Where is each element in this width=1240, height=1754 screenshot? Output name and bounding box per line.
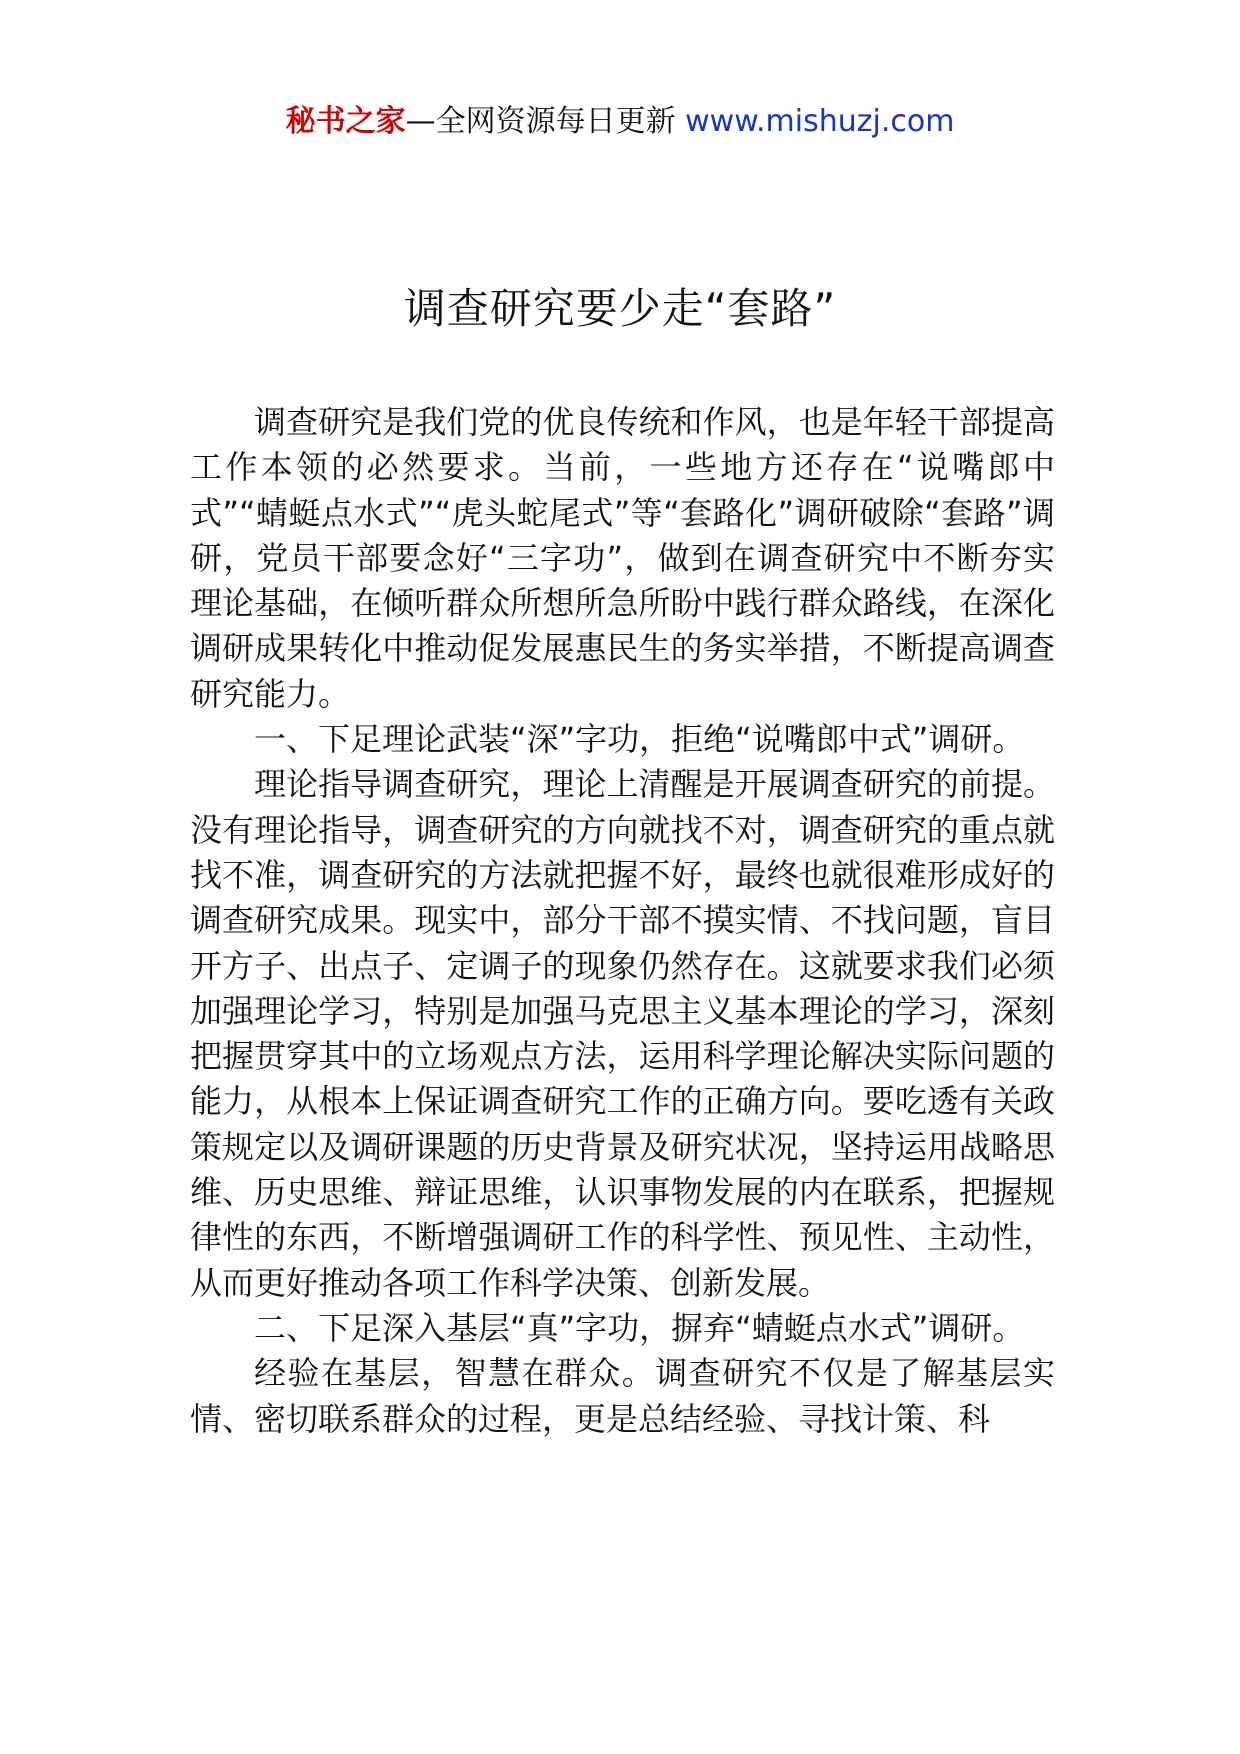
section-heading-2: 二、下足深入基层“真”字功，摒弃“蜻蜓点水式”调研。	[254, 1308, 1025, 1347]
section-heading-1: 一、下足理论武装“深”字功，拒绝“说嘴郎中式”调研。	[254, 720, 1025, 759]
site-header	[0, 100, 1240, 144]
brand-name: 秘书之家	[285, 104, 406, 139]
paragraph-intro: 调查研究是我们党的优良传统和作风，也是年轻干部提高工作本领的必然要求。当前，一些地方还存在“说嘴郎中式”“蜻蜓点水式”“虎头蛇尾式”等“套路化”调研破除“套路”调研，党员干部要念好“三字功”，做到在调查研究中不断夯实理论基础，在倾听群众所想所急所盼中践行群众路线，在深化调研成果转化中推动促发展惠民生的务实举措，不断提高调查研究能力。	[190, 403, 1055, 713]
paragraph-section-1: 理论指导调查研究，理论上清醒是开展调查研究的前提。没有理论指导，调查研究的方向就找不对，调查研究的重点就找不准，调查研究的方法就把握不好，最终也就很难形成好的调查研究成果。现实中，部分干部不摸实情、不找问题，盲目开方子、出点子、定调子的现象仍然存在。这就要求我们必须加强理论学习，特别是加强马克思主义基本理论的学习，深刻把握贯穿其中的立场观点方法，运用科学理论解决实际问题的能力，从根本上保证调查研究工作的正确方向。要吃透有关政策规定以及调研课题的历史背景及研究状况，坚持运用战略思维、历史思维、辩证思维，认识事物发展的内在联系，把握规律性的东西，不断增强调研工作的科学性、预见性、主动性，从而更好推动各项工作科学决策、创新发展。	[190, 765, 1055, 1302]
document-body	[190, 400, 1055, 1442]
document-title: 调查研究要少走“套路”	[403, 284, 837, 333]
header-slogan: —全网资源每日更新	[405, 104, 676, 139]
paragraph-section-2: 经验在基层，智慧在群众。调查研究不仅是了解基层实情、密切联系群众的过程，更是总结经验、寻找计策、科	[190, 1354, 1055, 1438]
site-url-link[interactable]: www.mishuzj.com	[685, 104, 955, 139]
